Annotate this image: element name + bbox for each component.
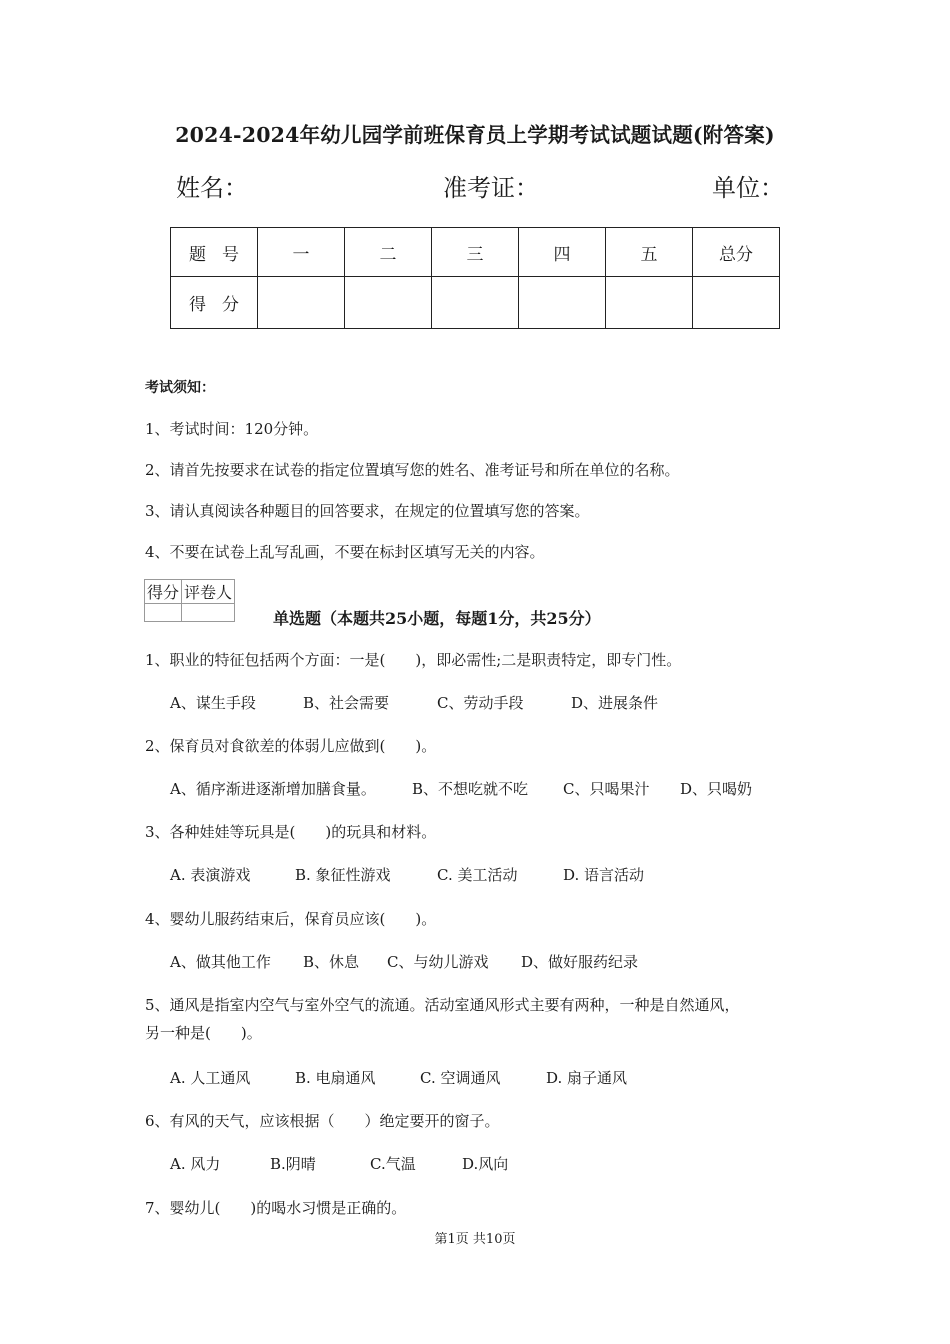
score-header-cell: 三 xyxy=(432,228,519,277)
answer-option[interactable]: D、只喝奶 xyxy=(680,780,753,798)
notice-item: 2、请首先按要求在试卷的指定位置填写您的姓名、准考证号和所在单位的名称。 xyxy=(145,461,680,479)
score-cell[interactable] xyxy=(432,277,519,329)
section-title: 单选题（本题共25小题，每题1分，共25分） xyxy=(273,609,601,628)
answer-option[interactable]: D. 语言活动 xyxy=(563,866,645,884)
answer-option[interactable]: C、劳动手段 xyxy=(437,694,524,712)
answer-option[interactable]: C. 空调通风 xyxy=(420,1069,501,1087)
score-row-label: 得分 xyxy=(171,277,258,329)
name-field-label: 姓名： xyxy=(176,174,248,202)
answer-option[interactable]: C. 美工活动 xyxy=(437,866,518,884)
grader-score-label: 得分 xyxy=(145,580,182,604)
question-text: 4、婴幼儿服药结束后，保育员应该( )。 xyxy=(145,910,437,928)
answer-option[interactable]: B.阴晴 xyxy=(270,1155,316,1173)
exam-id-field-label: 准考证： xyxy=(443,174,539,202)
answer-option[interactable]: D、做好服药纪录 xyxy=(521,953,639,971)
answer-option[interactable]: C、只喝果汁 xyxy=(563,780,650,798)
score-table xyxy=(170,227,780,329)
answer-option[interactable]: C.气温 xyxy=(370,1155,416,1173)
score-header-cell: 题号 xyxy=(171,228,258,277)
notice-item: 3、请认真阅读各种题目的回答要求，在规定的位置填写您的答案。 xyxy=(145,502,590,520)
notice-heading: 考试须知： xyxy=(145,380,215,396)
question-text: 3、各种娃娃等玩具是( )的玩具和材料。 xyxy=(145,823,437,841)
answer-option[interactable]: B. 象征性游戏 xyxy=(295,866,391,884)
score-cell[interactable] xyxy=(258,277,345,329)
answer-option[interactable]: B. 电扇通风 xyxy=(295,1069,376,1087)
question-text-continued: 另一种是( )。 xyxy=(145,1024,262,1042)
answer-option[interactable]: A、做其他工作 xyxy=(170,953,271,971)
score-header-cell: 总分 xyxy=(693,228,780,277)
score-cell[interactable] xyxy=(606,277,693,329)
question-text: 6、有风的天气，应该根据（ ）绝定要开的窗子。 xyxy=(145,1112,500,1130)
answer-option[interactable]: A、循序渐进逐渐增加膳食量。 xyxy=(170,780,376,798)
score-header-cell: 五 xyxy=(606,228,693,277)
grader-name-label: 评卷人 xyxy=(182,580,235,604)
grader-box xyxy=(144,579,235,622)
grader-score-cell[interactable] xyxy=(145,604,182,622)
question-text: 1、职业的特征包括两个方面：一是( )，即必需性;二是职责特定，即专门性。 xyxy=(145,651,682,669)
unit-field-label: 单位： xyxy=(712,174,784,202)
answer-option[interactable]: D.风向 xyxy=(462,1155,509,1173)
page-title: 2024-2024年幼儿园学前班保育员上学期考试试题试题(附答案) xyxy=(175,123,775,147)
answer-option[interactable]: A、谋生手段 xyxy=(170,694,256,712)
score-cell[interactable] xyxy=(519,277,606,329)
answer-option[interactable]: B、社会需要 xyxy=(303,694,390,712)
answer-option[interactable]: A. 表演游戏 xyxy=(170,866,251,884)
answer-option[interactable]: A. 风力 xyxy=(170,1155,221,1173)
score-header-cell: 一 xyxy=(258,228,345,277)
answer-option[interactable]: D. 扇子通风 xyxy=(546,1069,628,1087)
grader-name-cell[interactable] xyxy=(182,604,235,622)
page-footer: 第1页 共10页 xyxy=(434,1232,516,1247)
score-header-cell: 二 xyxy=(345,228,432,277)
notice-item: 1、考试时间：120分钟。 xyxy=(145,420,319,438)
answer-option[interactable]: B、不想吃就不吃 xyxy=(412,780,529,798)
answer-option[interactable]: B、休息 xyxy=(303,953,360,971)
notice-item: 4、不要在试卷上乱写乱画，不要在标封区填写无关的内容。 xyxy=(145,543,545,561)
answer-option[interactable]: D、进展条件 xyxy=(571,694,659,712)
question-text: 5、通风是指室内空气与室外空气的流通。活动室通风形式主要有两种，一种是自然通风， xyxy=(145,996,740,1014)
answer-option[interactable]: A. 人工通风 xyxy=(170,1069,251,1087)
score-cell[interactable] xyxy=(345,277,432,329)
question-text: 7、婴幼儿( )的喝水习惯是正确的。 xyxy=(145,1199,407,1217)
answer-option[interactable]: C、与幼儿游戏 xyxy=(387,953,489,971)
score-cell[interactable] xyxy=(693,277,780,329)
score-header-cell: 四 xyxy=(519,228,606,277)
question-text: 2、保育员对食欲差的体弱儿应做到( )。 xyxy=(145,737,437,755)
